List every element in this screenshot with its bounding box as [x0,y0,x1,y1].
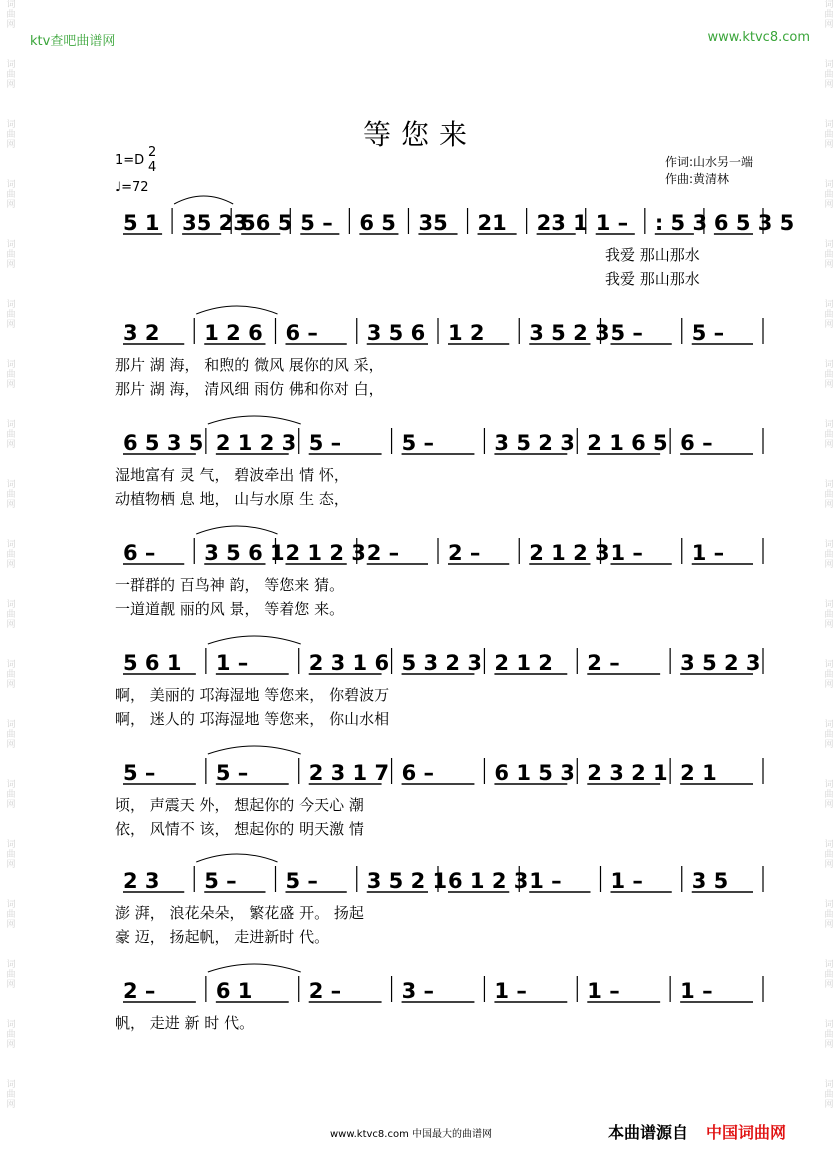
note-group: 2 3 [123,869,160,893]
watermark-text: 词 曲 网 [824,1080,834,1110]
note-group: 5 – [308,431,342,455]
lyric-line-1: 我爱 那山那水 [605,246,700,264]
note-group: 2 – [448,541,481,565]
lyric-line-1: 湿地富有 灵 气， 碧波牵出 情 怀， [115,466,349,484]
note-group: 5 6 1 [123,651,182,675]
note-group: 3 5 2 3 [529,321,610,345]
lyric-line-2: 动植物栖 息 地， 山与水原 生 态， [115,490,349,508]
watermark-text: 词 曲 网 [6,300,16,330]
note-group: 1 2 6 [204,321,263,345]
note-group: 5 – [691,321,725,345]
note-group: 2 – [123,979,156,1003]
note-group: 35 [418,211,448,235]
meter-bottom: 4 [148,160,157,175]
watermark-text: 词 曲 网 [6,240,16,270]
song-title: 等您来 [362,118,477,151]
note-group: 1 – [587,979,620,1003]
watermark-text: 词 曲 网 [824,480,834,510]
watermark-text: 词 曲 网 [824,240,834,270]
footer-source [608,1120,786,1143]
watermark-text: 词 曲 网 [824,840,834,870]
note-group: 1 – [529,869,562,893]
watermark-text: 词 曲 网 [6,660,16,690]
note-group: 6 5 3 5 [123,431,204,455]
lyric-line-1: 澎 湃， 浪花朵朵， 繁花盛 开。 扬起 [115,904,364,922]
watermark-text: 词 曲 网 [6,540,16,570]
note-group: 5 – [285,869,318,893]
note-group: 2 1 2 [494,651,553,675]
watermark-text: 词 曲 网 [824,0,834,30]
note-group: 1 – [215,651,249,675]
watermark-text: 词 曲 网 [824,900,834,930]
note-group: 2 3 1 7 [308,761,390,785]
watermark-text: 词 曲 网 [6,180,16,210]
note-group: 5 1 [123,211,160,235]
slur-arc [208,636,301,644]
composer-credit: 作曲:黄清林 [665,172,730,186]
watermark-text: 词 曲 网 [824,300,834,330]
note-group: 6 1 2 3 [448,869,529,893]
tempo-value: =72 [121,180,149,195]
note-group: 1 2 [448,321,485,345]
lyric-line-1: 一群群的 百鸟神 韵， 等您来 猜。 [115,576,345,594]
lyricist-credit: 作词:山水另一端 [665,155,754,169]
watermark-text: 词 曲 网 [6,120,16,150]
note-group: 1 – [680,979,713,1003]
slur-arc [208,746,301,754]
lyric-line-2: 一道道靓 丽的风 景， 等着您 来。 [115,600,345,618]
note-group: 23 1 [536,211,588,235]
note-group: 5 – [215,761,249,785]
watermark-text: 词 曲 网 [6,60,16,90]
note-group: 2 1 2 3 [529,541,610,565]
watermark-text: 词 曲 网 [824,660,834,690]
note-group: 21 [477,211,507,235]
note-group: 2 1 6 5 [587,431,668,455]
note-group: 5 3 2 3 [401,651,482,675]
watermark-text: 词 曲 网 [6,780,16,810]
lyric-line-1: 帆， 走进 新 时 代。 [115,1014,255,1032]
note-group: 2 3 1 6 [308,651,390,675]
lyric-line-1: 啊， 美丽的 邛海湿地 等您来， 你碧波万 [115,686,390,704]
note-group: 6 – [123,541,156,565]
watermark-text: 词 曲 网 [824,420,834,450]
slur-arc [174,196,233,204]
footer-source-label: 本曲谱源自 [608,1123,689,1142]
note-group: 35 23 [182,211,248,235]
note-group: 6 5 [359,211,396,235]
note-group: 3 5 2 1 [366,869,448,893]
footer-site[interactable]: www.ktvc8.com 中国最大的曲谱网 [330,1129,493,1140]
slur-arc [208,416,301,424]
note-group: 2 – [366,541,400,565]
note-group: 2 3 2 1 [587,761,668,785]
watermark-text: 词 曲 网 [6,1020,16,1050]
note-group: 5 – [610,321,643,345]
note-group: 6 1 5 3 [494,761,575,785]
note-group: 5 – [401,431,435,455]
watermark-text: 词 曲 网 [6,1080,16,1110]
watermark-text: 词 曲 网 [824,540,834,570]
note-group: 3 5 [691,869,729,893]
note-group: 5 – [300,211,333,235]
watermark-text: 词 曲 网 [6,600,16,630]
footer-source-name[interactable]: 中国词曲网 [706,1123,787,1142]
watermark-text: 词 曲 网 [6,420,16,450]
meter-top: 2 [148,145,157,160]
lyric-line-2: 那片 湖 海， 清风细 雨仿 佛和你对 白， [115,380,384,398]
header-right-link[interactable]: www.ktvc8.com [707,30,810,45]
note-group: 1 – [494,979,527,1003]
watermark-text: 词 曲 网 [6,360,16,390]
quarter-note-icon: ♩ [115,180,122,195]
watermark-text: 词 曲 网 [6,900,16,930]
watermark-text: 词 曲 网 [6,840,16,870]
lyric-line-2: 豪 迈， 扬起帆， 走进新时 代。 [115,928,330,946]
header-left-link[interactable]: ktv查吧曲谱网 [30,34,116,49]
note-group: 2 1 2 3 [215,431,297,455]
watermark-text: 词 曲 网 [824,180,834,210]
note-group: 3 5 6 1 [204,541,285,565]
note-group: 3 5 2 3 [494,431,575,455]
note-group: 6 1 [215,979,253,1003]
note-group: 6 5 3 5 [713,211,795,235]
note-group: 56 5 [241,211,293,235]
slur-arc [196,306,277,314]
note-group: 3 5 6 [366,321,426,345]
note-group: 5 – [204,869,237,893]
watermark-text: 词 曲 网 [824,1020,834,1050]
key-signature: 1=D [115,153,145,168]
note-group: 2 1 2 3 [285,541,366,565]
slur-arc [196,854,277,862]
note-group: 6 – [401,761,435,785]
lyric-line-2: 啊， 迷人的 邛海湿地 等您来， 你山水相 [115,710,390,728]
slur-arc [196,526,277,534]
watermark-text: 词 曲 网 [6,720,16,750]
note-group: 2 – [308,979,342,1003]
note-group: 5 – [123,761,156,785]
watermark-text: 词 曲 网 [824,960,834,990]
lyric-line-2: 我爱 那山那水 [605,270,700,288]
note-group: 2 1 [680,761,717,785]
note-group: 1 – [610,869,643,893]
watermark-text: 词 曲 网 [6,480,16,510]
note-group: 3 2 [123,321,160,345]
note-group: 1 – [691,541,725,565]
lyric-line-2: 依， 风情不 该， 想起你的 明天激 情 [115,820,364,838]
note-group: 6 – [285,321,318,345]
watermark-text: 词 曲 网 [824,120,834,150]
slur-arc [208,964,301,972]
note-group: 3 5 2 3 [680,651,761,675]
watermark-text: 词 曲 网 [824,360,834,390]
lyric-line-1: 那片 湖 海， 和煦的 微风 展你的风 采， [115,356,384,374]
note-group: 6 – [680,431,713,455]
note-group: 1 – [610,541,643,565]
watermark-text: 词 曲 网 [824,780,834,810]
watermark-text: 词 曲 网 [824,600,834,630]
note-group: 3 – [401,979,435,1003]
lyric-line-1: 顷， 声震天 外， 想起你的 今天心 潮 [115,796,364,814]
watermark-text: 词 曲 网 [824,60,834,90]
watermark-text: 词 曲 网 [6,0,16,30]
note-group: : 5 3 [654,211,708,235]
watermark-text: 词 曲 网 [824,720,834,750]
note-group: 1 – [595,211,629,235]
note-group: 2 – [587,651,620,675]
watermark-text: 词 曲 网 [6,960,16,990]
